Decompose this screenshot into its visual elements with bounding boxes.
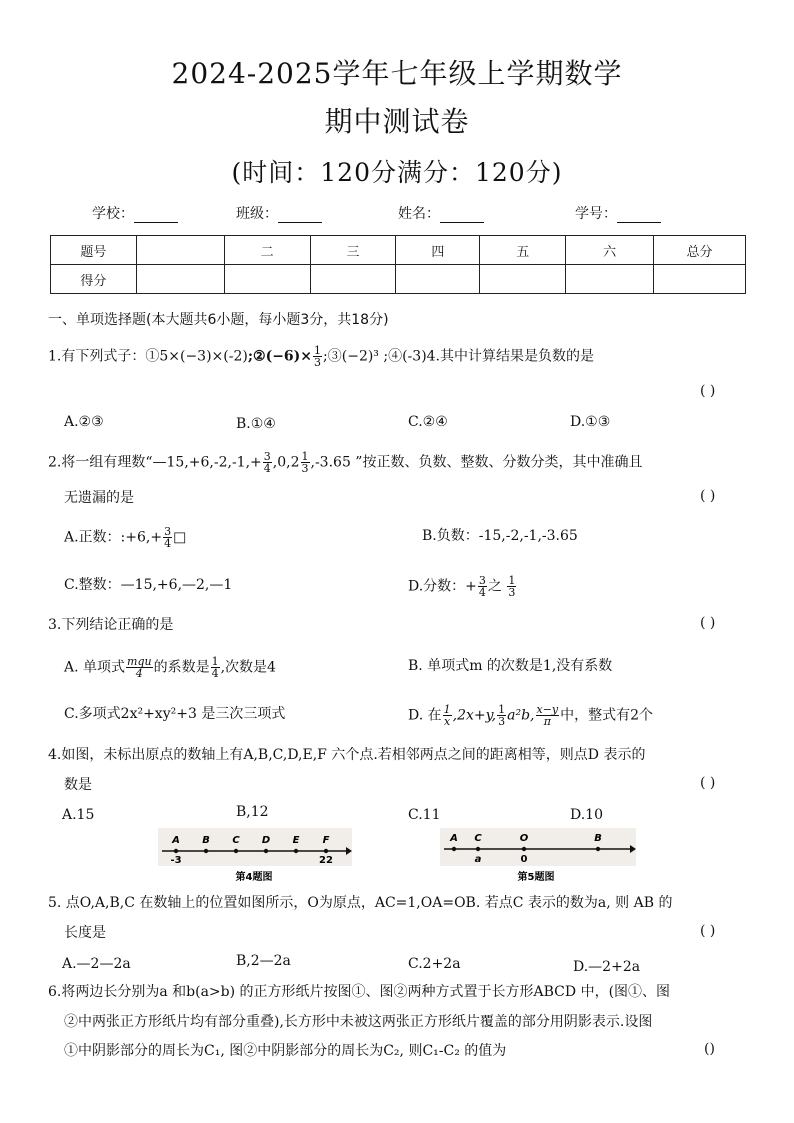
number-field — [575, 203, 661, 223]
school-blank[interactable] — [134, 209, 178, 223]
exam-title: 2024-2025学年七年级上学期数学 — [171, 57, 623, 90]
fraction: $\frac{1}{4}$ — [211, 655, 219, 680]
q2-option-c[interactable]: C.整数：—15,+6,—2,—1 — [64, 577, 233, 593]
q2-text-a: 2.将一组有理数“—15,+6,-2,-1,+ — [48, 454, 262, 471]
class-label: 班级： — [236, 206, 278, 222]
question-6-line3: ①中阴影部分的周长为C₁, 图②中阴影部分的周长为C₂, 则C₁-C₂ 的值为 — [64, 1043, 507, 1059]
svg-text:C: C — [232, 835, 240, 846]
exam-time-score: (时间：120分满分：120分) — [231, 158, 563, 187]
q2-text-b: ,0,2 — [272, 454, 300, 471]
q4-option-d[interactable]: D.10 — [570, 807, 603, 823]
q1-option-c[interactable]: C.②④ — [408, 414, 448, 430]
q3-option-a-mid: 的系数是 — [153, 659, 210, 676]
q3-option-a-text: A. 单项式 — [64, 659, 126, 676]
fraction: $\frac{x-y}{\pi}$ — [536, 703, 559, 728]
class-field — [236, 203, 322, 223]
q2-option-b[interactable]: B.负数：-15,-2,-1,-3.65 — [422, 528, 578, 544]
question-6-line1: 6.将两边长分别为a 和b(a>b) 的正方形纸片按图①、图②两种方式置于长方形ABCD 中，(图①、图 — [48, 984, 671, 1000]
question-3-stem: 3.下列结论正确的是 — [48, 617, 174, 633]
name-blank[interactable] — [440, 209, 484, 223]
q2-option-d[interactable] — [408, 575, 517, 598]
class-blank[interactable] — [278, 209, 322, 223]
q1-text-a: 1.有下列式子：①5×(−3)×(-2) — [48, 348, 248, 365]
score-cell[interactable] — [224, 265, 310, 294]
name-label: 姓名： — [398, 206, 440, 222]
svg-text:B: B — [594, 833, 602, 844]
q5-option-c[interactable]: C.2+2a — [408, 956, 461, 972]
fraction: $\frac{3}{4}$ — [263, 450, 271, 475]
answer-parentheses[interactable]: ( ) — [700, 615, 716, 631]
q3-option-d-text: D. 在 — [408, 707, 442, 724]
number-label: 学号： — [575, 206, 617, 222]
q2-option-d-text: D.分数：+ — [408, 578, 477, 595]
q5-option-d[interactable]: D.—2+2a — [573, 959, 641, 975]
svg-text:E: E — [292, 835, 300, 846]
q3-option-d-tail: 中，整式有2个 — [560, 707, 654, 724]
q4-option-a[interactable]: A.15 — [62, 807, 95, 823]
svg-text:F: F — [322, 835, 330, 846]
score-cell[interactable] — [136, 265, 224, 294]
fraction: $\frac{3}{4}$ — [164, 525, 172, 550]
figure-5-number-line — [440, 828, 636, 886]
q3-option-d-expr2: a²b, — [507, 707, 535, 724]
question-2-line2: 无遗漏的是 — [64, 490, 134, 506]
school-label: 学校： — [92, 206, 134, 222]
svg-text:C: C — [474, 833, 482, 844]
table-cell: 二 — [224, 236, 310, 265]
table-cell: 总分 — [654, 236, 746, 265]
q2-option-a-text: A.正数：:+6,+ — [64, 529, 163, 546]
figure-caption: 第5题图 — [517, 872, 555, 883]
q3-option-c[interactable]: C.多项式2x²+xy²+3 是三次三项式 — [64, 706, 286, 722]
q1-text-c: ;③(−2)³ ;④(-3)4.其中计算结果是负数的是 — [323, 348, 595, 365]
fraction: $\frac{1}{3}$ — [301, 450, 309, 475]
score-cell[interactable] — [310, 265, 396, 294]
value-right: 22 — [319, 855, 333, 866]
table-cell: 六 — [566, 236, 654, 265]
q3-option-b[interactable]: B. 单项式m 的次数是1,没有系数 — [408, 658, 613, 674]
q2-option-a-tail: □ — [173, 529, 187, 546]
fraction: $\frac{1}{3}$ — [498, 703, 506, 728]
table-cell: 四 — [396, 236, 480, 265]
question-4-line1: 4.如图，未标出原点的数轴上有A,B,C,D,E,F 六个点.若相邻两点之间的距离相等，则点D 表示的 — [48, 747, 646, 763]
name-field — [398, 203, 484, 223]
table-cell: 得分 — [51, 265, 137, 294]
q4-option-b[interactable]: B,12 — [236, 804, 269, 820]
score-cell[interactable] — [396, 265, 480, 294]
fraction: $\frac{1}{3}$ — [508, 574, 516, 599]
q3-option-a[interactable] — [64, 656, 276, 679]
figure-caption: 第4题图 — [235, 872, 273, 883]
q2-option-d-mid: 之 — [487, 578, 502, 595]
svg-text:A: A — [450, 833, 458, 844]
figure-4-number-line — [158, 828, 352, 886]
score-table-header-row — [51, 236, 746, 265]
answer-parentheses[interactable]: ( ) — [700, 488, 716, 504]
q1-option-b[interactable]: B.①④ — [236, 416, 276, 432]
fraction: $\frac{\text{mqu}}{4}$ — [127, 655, 152, 680]
fraction: $\frac{3}{4}$ — [478, 574, 486, 599]
svg-text:D: D — [261, 835, 271, 846]
table-cell — [136, 236, 224, 265]
q5-option-b[interactable]: B,2—2a — [236, 953, 291, 969]
score-cell[interactable] — [654, 265, 746, 294]
q1-option-a[interactable]: A.②③ — [64, 414, 104, 430]
question-5-line1: 5. 点O,A,B,C 在数轴上的位置如图所示，O为原点，AC=1,OA=OB. 若点C 表示的数为a, 则 AB 的 — [48, 895, 673, 911]
q2-option-a[interactable] — [64, 526, 186, 549]
value-c: a — [474, 854, 482, 865]
q1-text-b: ;②(−6)× — [247, 348, 313, 365]
table-cell: 五 — [480, 236, 566, 265]
value-left: -3 — [170, 855, 182, 866]
fraction: $\frac{1}{x}$ — [443, 703, 451, 728]
q4-option-c[interactable]: C.11 — [408, 807, 441, 823]
q3-option-d-expr: ,2x+y, — [452, 707, 497, 724]
fraction: $\frac{1}{3}$ — [314, 344, 322, 369]
question-5-line2: 长度是 — [64, 925, 106, 941]
value-o: 0 — [520, 854, 528, 865]
question-4-line2: 数是 — [64, 777, 92, 793]
question-6-line2: ②中两张正方形纸片均有部分重叠),长方形中未被这两张正方形纸片覆盖的部分用阴影表示.设图 — [64, 1014, 653, 1030]
table-cell: 题号 — [51, 236, 137, 265]
svg-text:B: B — [202, 835, 210, 846]
number-blank[interactable] — [617, 209, 661, 223]
svg-text:O: O — [519, 833, 529, 844]
svg-text:A: A — [172, 835, 180, 846]
answer-parentheses[interactable]: ( ) — [700, 383, 716, 399]
table-cell: 三 — [310, 236, 396, 265]
figure-background — [440, 828, 636, 866]
q2-text-c: ,-3.65 ”按正数、负数、整数、分数分类，其中准确且 — [310, 454, 643, 471]
score-table — [50, 235, 746, 294]
score-cell[interactable] — [566, 265, 654, 294]
answer-parentheses[interactable]: () — [704, 1041, 715, 1057]
score-cell[interactable] — [480, 265, 566, 294]
answer-parentheses[interactable]: ( ) — [700, 923, 716, 939]
q1-option-d[interactable]: D.①③ — [570, 414, 611, 430]
section-heading: 一、单项选择题(本大题共6小题，每小题3分，共18分) — [48, 312, 389, 328]
score-table-score-row — [51, 265, 746, 294]
question-1-stem — [48, 345, 594, 368]
q5-option-a[interactable]: A.—2—2a — [62, 956, 131, 972]
answer-parentheses[interactable]: ( ) — [700, 775, 716, 791]
question-2-stem — [48, 451, 642, 474]
school-field — [92, 203, 178, 223]
exam-subtitle: 期中测试卷 — [324, 105, 470, 138]
q3-option-a-tail: ,次数是4 — [220, 659, 276, 676]
q3-option-d[interactable] — [408, 704, 653, 727]
